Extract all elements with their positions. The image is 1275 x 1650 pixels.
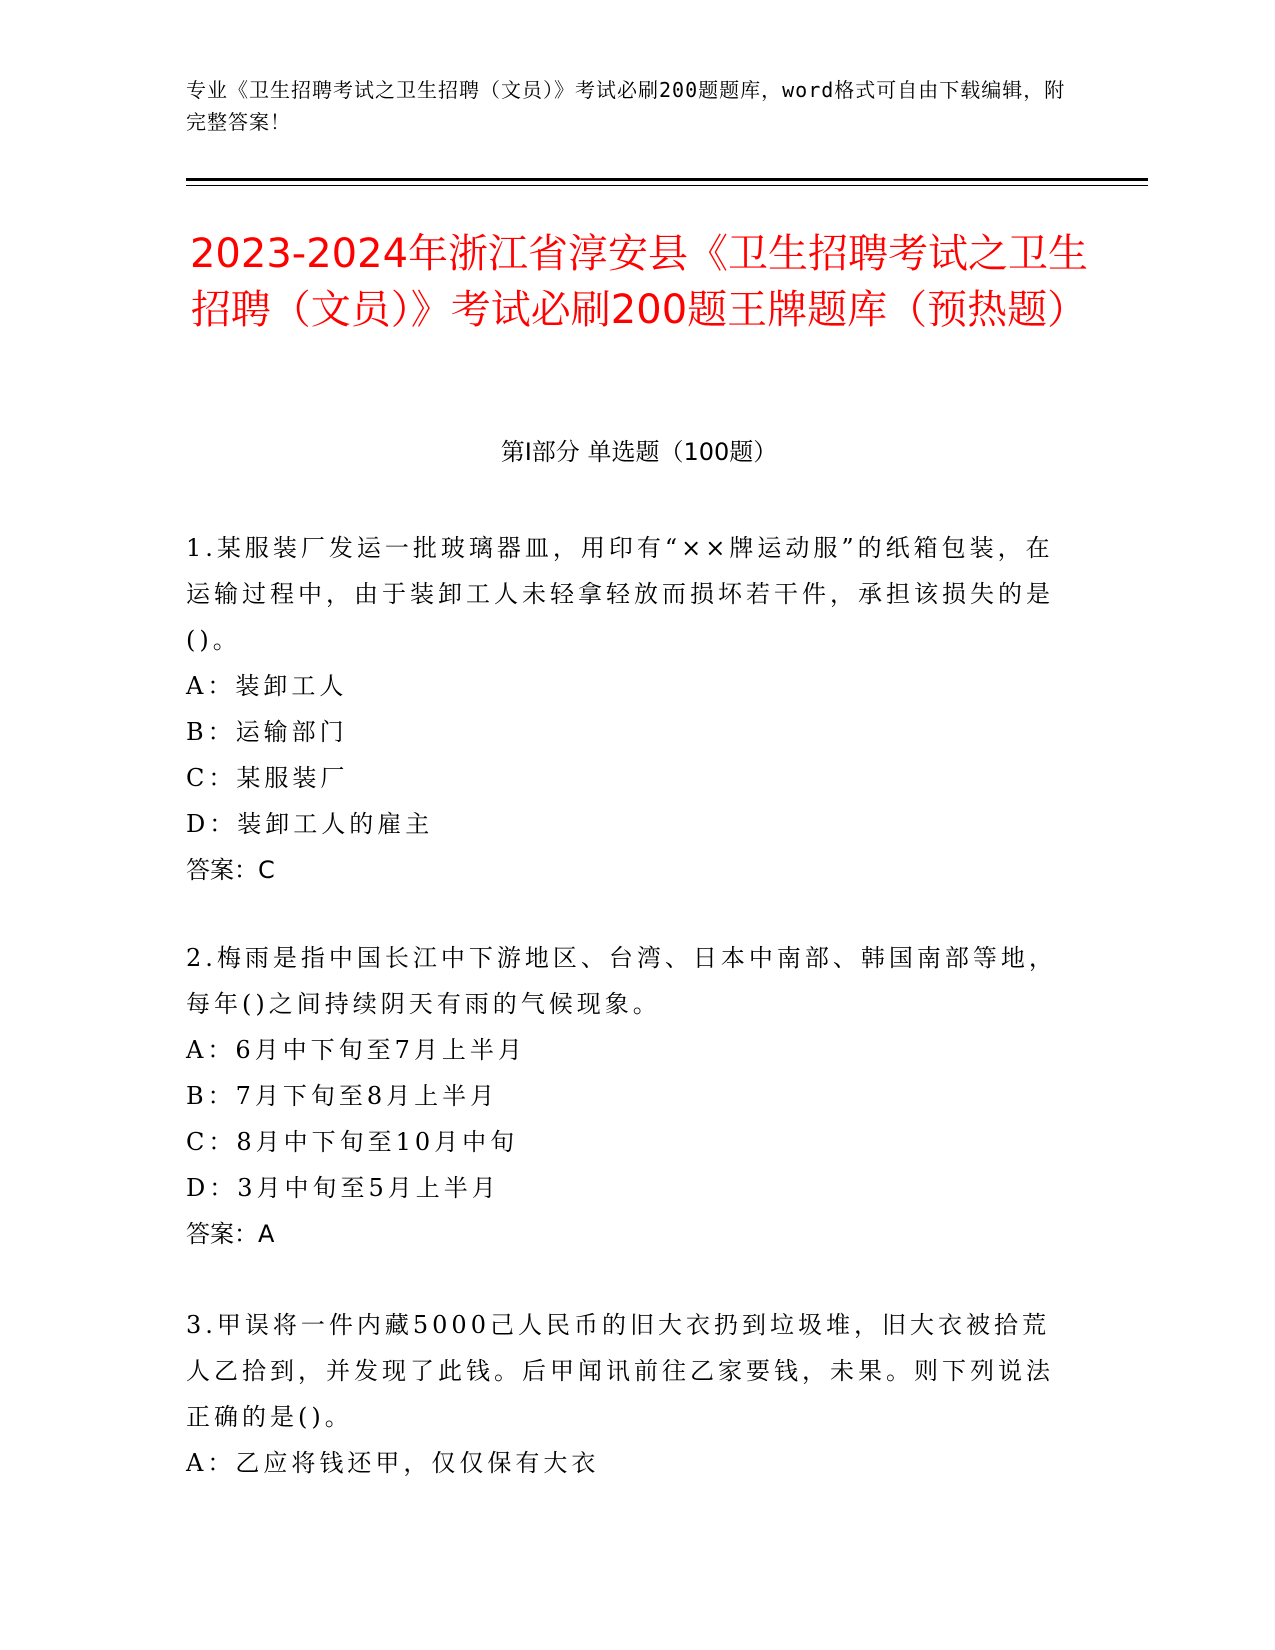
option-b: B：运输部门 [186,718,348,746]
option-a: A：6月中下旬至7月上半月 [186,1036,526,1064]
option-d: D：3月中旬至5月上半月 [186,1174,500,1202]
option-c: C：8月中下旬至10月中旬 [186,1128,519,1156]
question-2 [186,935,1066,1257]
answer-line: 答案：A [186,1220,275,1248]
option-d: D：装卸工人的雇主 [186,810,434,838]
question-3 [186,1302,1066,1486]
question-1 [186,525,1066,893]
header-divider-thick [186,178,1148,181]
document-title: 2023-2024年浙江省淳安县《卫生招聘考试之卫生招聘（文员）》考试必刷200题王牌题库（预热题） [189,231,1089,333]
option-a: A：乙应将钱还甲，仅仅保有大衣 [186,1449,600,1477]
question-stem: 3.甲误将一件内藏5000己人民币的旧大衣扔到垃圾堆，旧大衣被拾荒人乙拾到，并发现了此钱。后甲闻讯前往乙家要钱，未果。则下列说法正确的是()。 [186,1311,1054,1431]
question-stem: 2.梅雨是指中国长江中下游地区、台湾、日本中南部、韩国南部等地，每年()之间持续阴天有雨的气候现象。 [186,944,1057,1018]
option-a: A：装卸工人 [186,672,348,700]
section-heading: 第Ⅰ部分 单选题（100题） [500,438,778,466]
header-note: 专业《卫生招聘考试之卫生招聘（文员）》考试必刷200题题库，word格式可自由下载编辑，附完整答案！ [186,78,1066,134]
header-divider-thin [186,185,1148,186]
option-c: C：某服装厂 [186,764,349,792]
option-b: B：7月下旬至8月上半月 [186,1082,499,1110]
answer-line: 答案：C [186,856,275,884]
question-stem: 1.某服装厂发运一批玻璃器皿，用印有“××牌运动服”的纸箱包装，在运输过程中，由于装卸工人未轻拿轻放而损坏若干件，承担该损失的是()。 [186,534,1054,654]
